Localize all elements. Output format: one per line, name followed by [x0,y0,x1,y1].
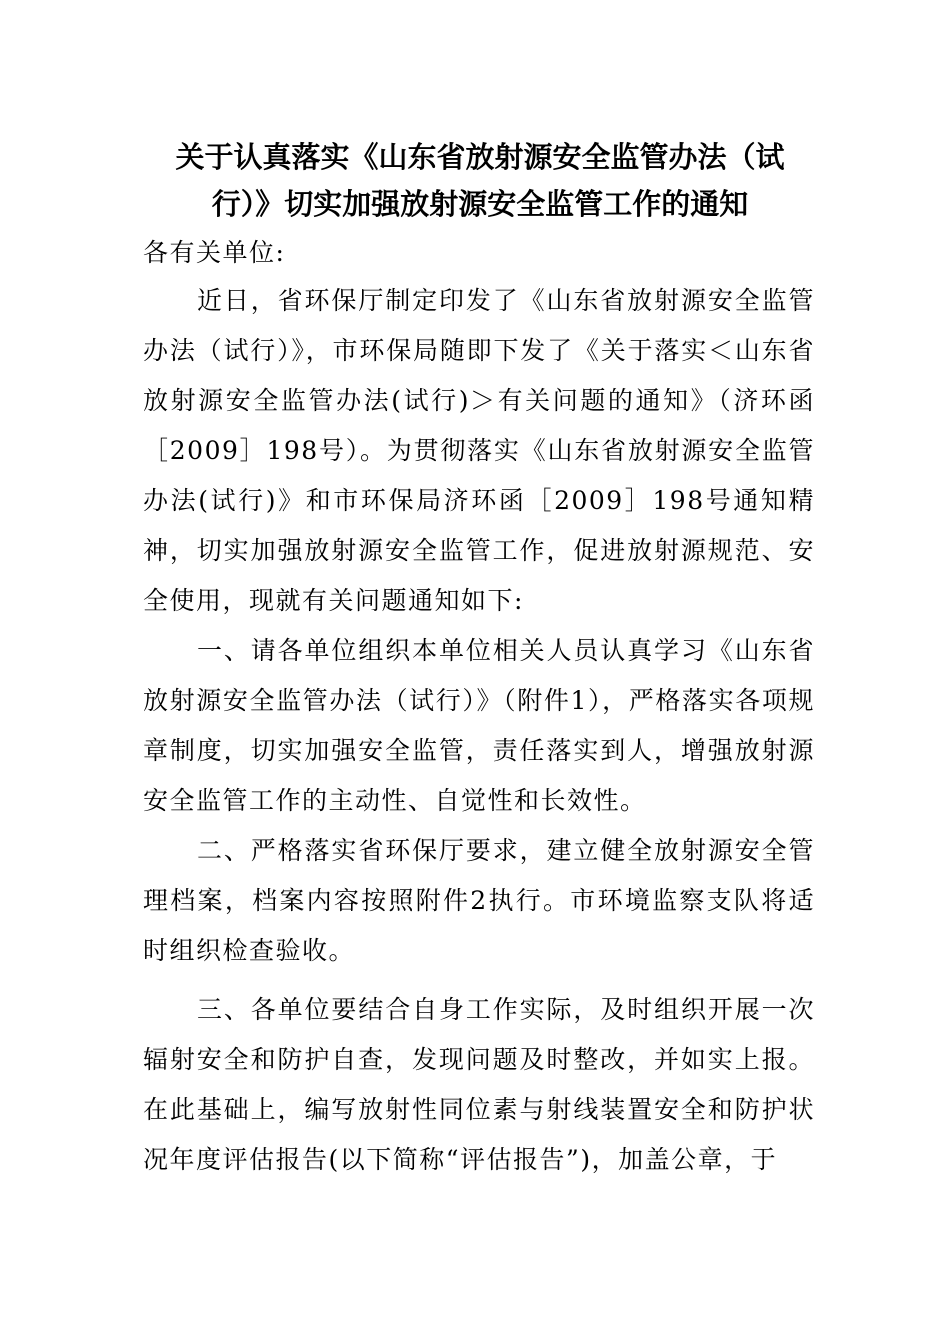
item-two-paragraph: 二、严格落实省环保厅要求，建立健全放射源安全管理档案，档案内容按照附件2执行。市环境监察支队将适时组织检查验收。 [143,836,815,965]
intro-paragraph: 近日，省环保厅制定印发了《山东省放射源安全监管办法（试行）》，市环保局随即下发了《关于落实＜山东省放射源安全监管办法(试行)＞有关问题的通知》（济环函［2009］198号）。为贯彻落实《山东省放射源安全监管办法(试行)》和市环保局济环函［2009］198号通知精神，切实加强放射源安全监管工作，促进放射源规范、安全使用，现就有关问题通知如下: [143,286,815,615]
document-title-line-1: 关于认真落实《山东省放射源安全监管办法（试 [175,140,785,174]
item-one-paragraph: 一、请各单位组织本单位相关人员认真学习《山东省放射源安全监管办法（试行）》（附件1），严格落实各项规章制度，切实加强安全监管，责任落实到人，增强放射源安全监管工作的主动性、自觉性和长效性。 [143,636,815,815]
item-three-paragraph: 三、各单位要结合自身工作实际，及时组织开展一次辐射安全和防护自查，发现问题及时整改，并如实上报。在此基础上，编写放射性同位素与射线装置安全和防护状况年度评估报告(以下简称“评估报告”)，加盖公章，于 [143,995,815,1174]
document-title-line-2: 行）》切实加强放射源安全监管工作的通知 [211,187,749,221]
salutation: 各有关单位: [143,238,286,267]
